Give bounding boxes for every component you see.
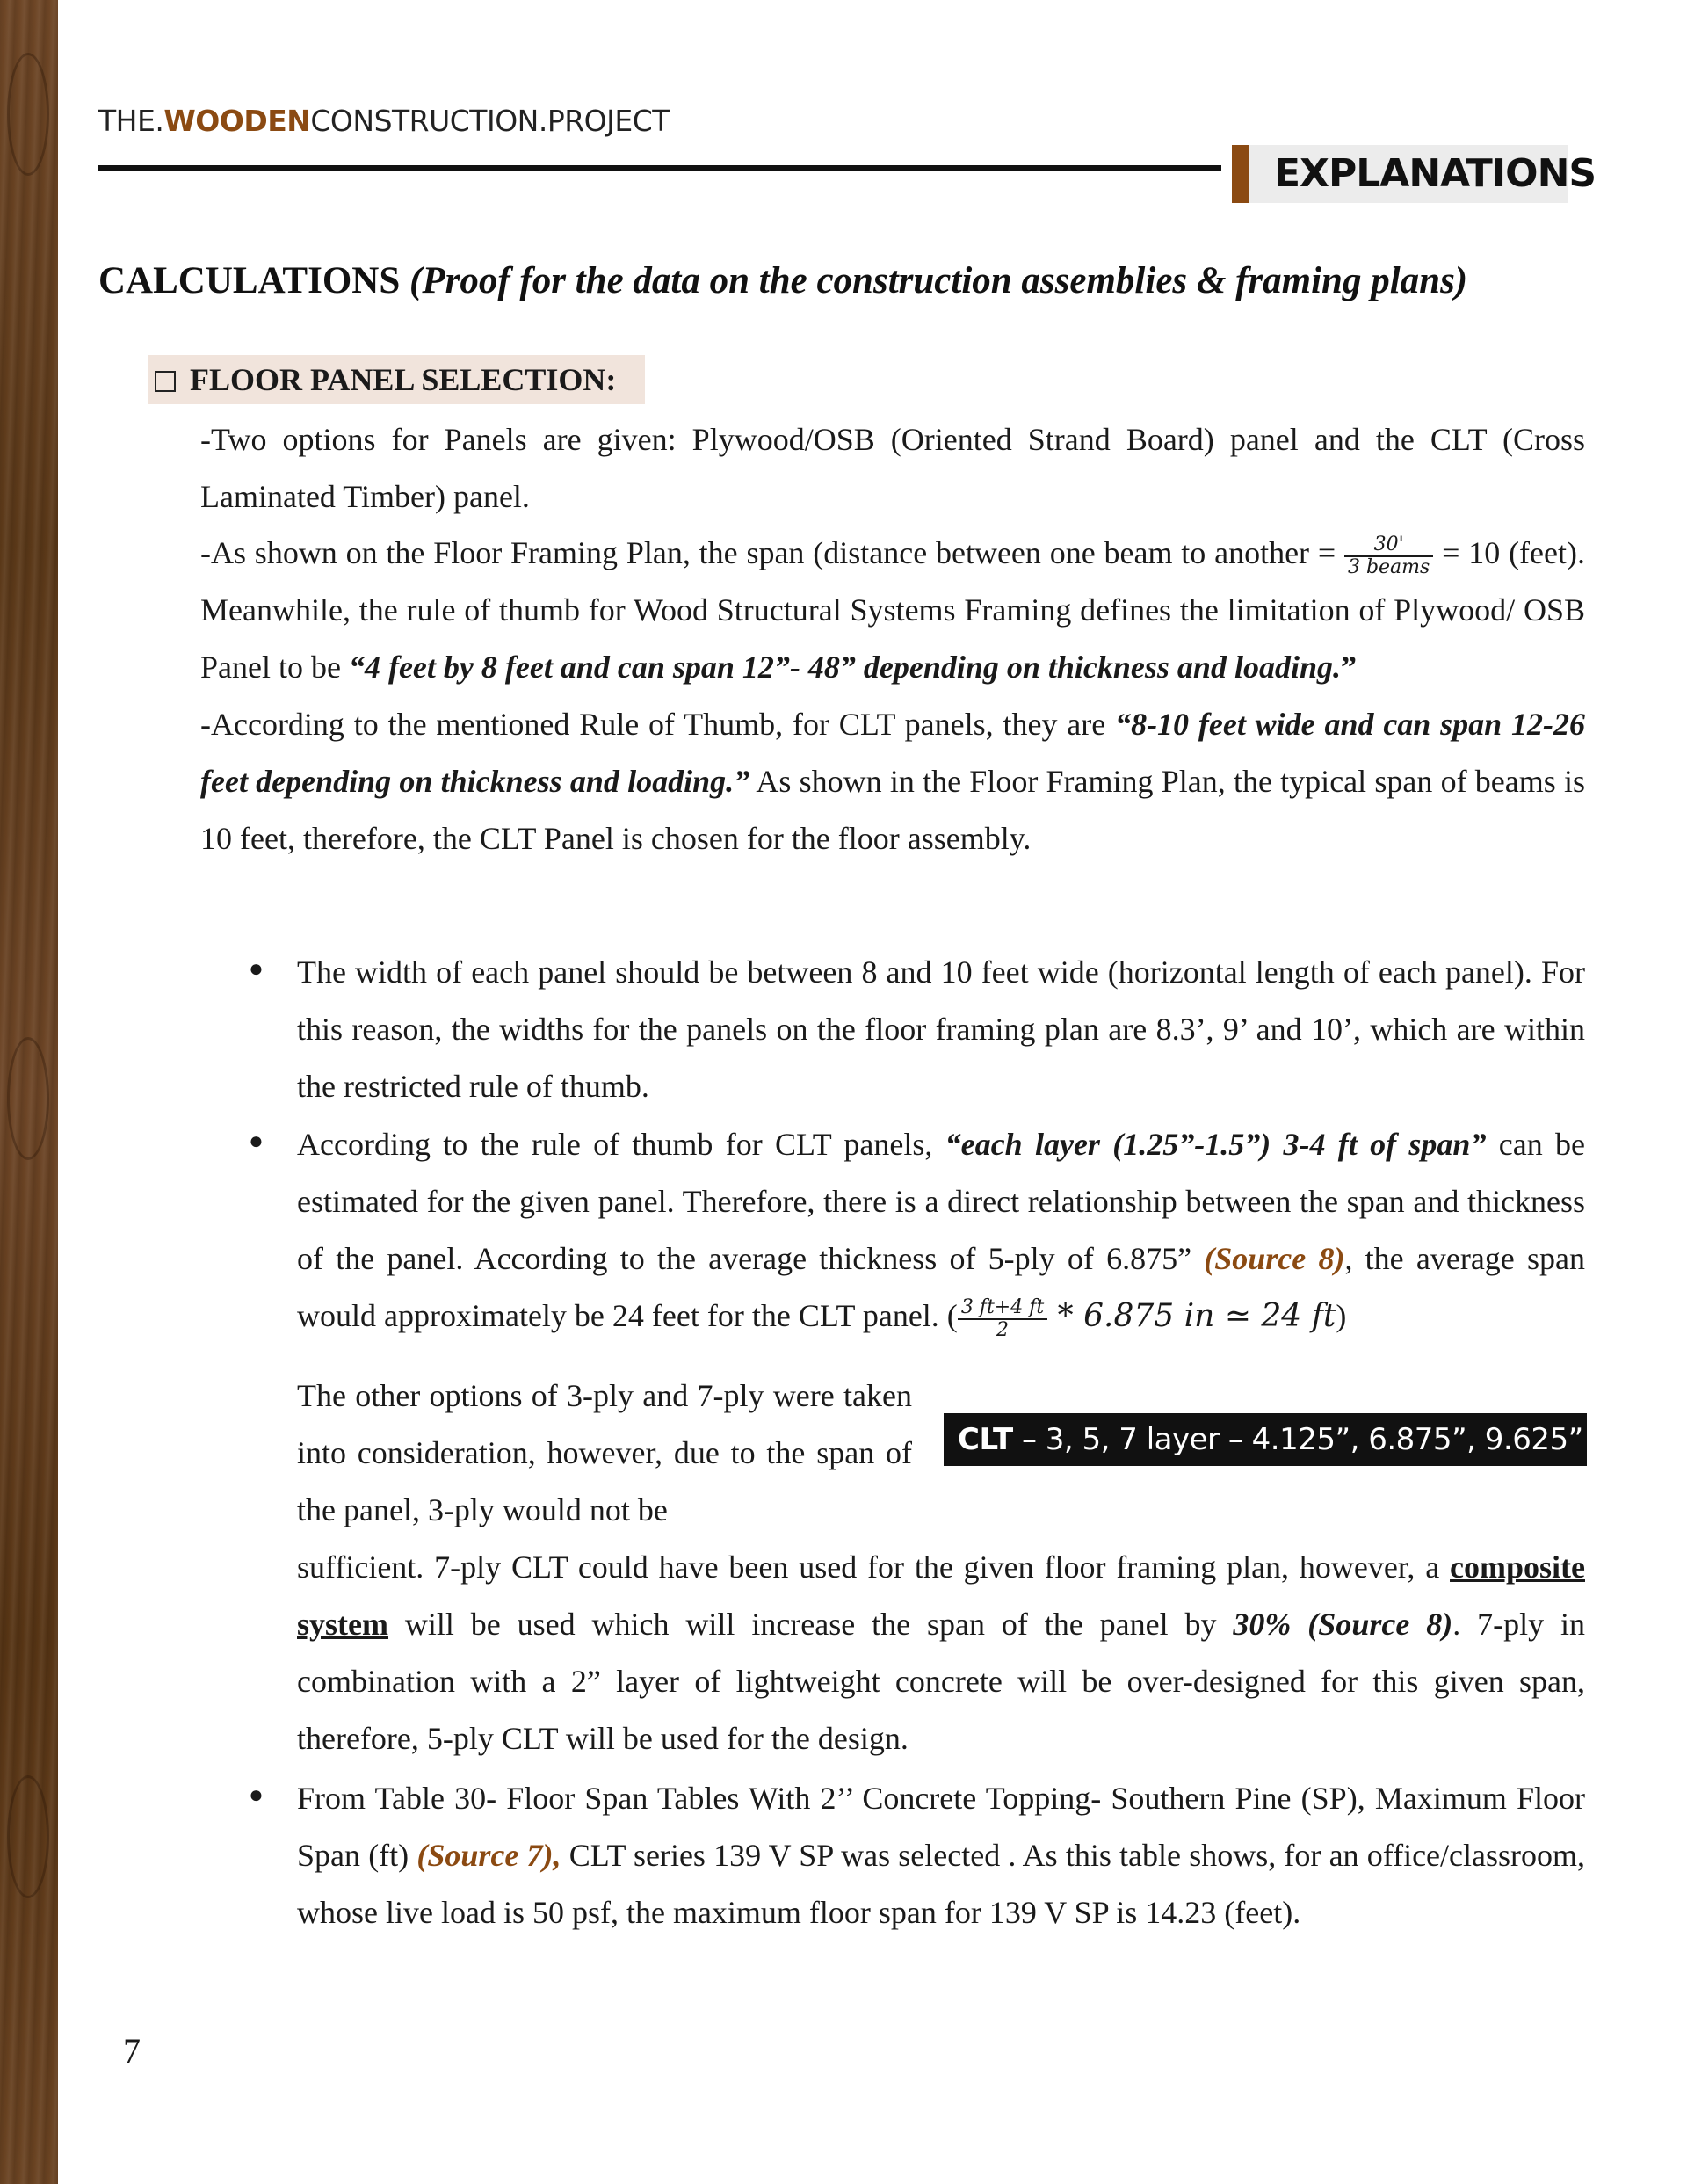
section-heading-label: FLOOR PANEL SELECTION: — [190, 362, 617, 397]
brand-prefix: THE. — [98, 104, 164, 138]
bullet-text: The width of each panel should be between 8 and 10 feet wide (horizontal length of each panel). For this reason, the widths for the panels on the floor framing plan are 8.3’, 9’ and 10’, which are within the restricted rule of thumb. — [297, 954, 1585, 1104]
bullet-text: . 7-ply in combination with a 2” layer of lightweight concrete will be over-designed for this given span, therefore, 5-ply CLT will be used for the design. — [297, 1607, 1585, 1756]
equation-close: ) — [1336, 1298, 1347, 1333]
bullet-text: will be used which will increase the span of the panel by — [387, 1607, 1234, 1642]
paragraph-text: = 10 (feet). Meanwhile, the rule of thumb for Wood Structural Systems Framing defines the limitation of Plywood/ OSB Panel to be — [200, 535, 1585, 685]
wood-grain-strip — [0, 0, 58, 2184]
paragraph-text: -According to the mentioned Rule of Thumb, for CLT panels, they are — [200, 707, 1116, 742]
clt-spec-callout — [944, 1413, 1587, 1466]
wood-knot-decoration — [7, 1037, 49, 1160]
rule-of-thumb-quote: “4 feet by 8 feet and can span 12”- 48” depending on thickness and loading. — [348, 649, 1341, 685]
page-title — [98, 259, 1467, 302]
intro-paragraphs — [200, 411, 1585, 867]
quote-close: ” — [1340, 649, 1357, 685]
page-number: 7 — [123, 2031, 141, 2071]
spec-label: CLT — [958, 1422, 1013, 1457]
section-tag: EXPLANATIONS — [1232, 145, 1568, 203]
span-fraction — [1344, 534, 1433, 578]
span-equation: * 6.875 in ≃ 24 ft — [1047, 1298, 1336, 1334]
bullet-text: From Table 30- Floor Span Tables With 2’’ Concrete Topping- Southern Pine (SP), Maximum Floor Span (ft) — [297, 1781, 1585, 1873]
composite-system-text — [297, 1539, 1585, 1767]
title-subtitle: (Proof for the data on the construction assemblies & framing plans) — [409, 260, 1468, 301]
wood-knot-decoration — [7, 53, 49, 176]
average-fraction — [958, 1297, 1047, 1341]
header-divider — [98, 165, 1221, 171]
brand-suffix: CONSTRUCTION.PROJECT — [310, 104, 670, 138]
composite-system-term: composite system — [297, 1549, 1585, 1642]
brand-header — [98, 104, 670, 138]
paragraph-text: -As shown on the Floor Framing Plan, the span (distance between one beam to another = — [200, 535, 1344, 570]
paragraph-text: As shown in the Floor Framing Plan, the typical span of beams is 10 feet, therefore, the CLT Panel is chosen for the floor assembly. — [200, 764, 1586, 856]
spec-text: – 3, 5, 7 layer – 4.125”, 6.875”, 9.625” — [1012, 1422, 1583, 1457]
paragraph-span-calculation — [200, 525, 1585, 696]
paragraph-text: -Two options for Panels are given: Plywood/OSB (Oriented Strand Board) panel and the CLT (Cross Laminated Timber) panel. — [200, 422, 1585, 514]
paragraph-clt-rule — [200, 696, 1585, 867]
brand-accent: WOODEN — [163, 104, 311, 138]
ply-options-text — [297, 1368, 912, 1539]
wood-knot-decoration — [7, 1775, 49, 1898]
paragraph-panel-options — [200, 411, 1585, 526]
bullet-text: CLT series 139 V SP was selected . As this table shows, for an office/classroom, whose live load is 50 psf, the maximum floor span for 139 V SP is 14.23 (feet). — [297, 1838, 1585, 1930]
source-reference: (Source 7), — [416, 1838, 561, 1873]
increase-percentage: 30% (Source 8) — [1233, 1607, 1453, 1642]
bullet-span-thickness — [297, 1116, 1585, 1345]
bullet-text: According to the rule of thumb for CLT panels, — [297, 1127, 945, 1162]
bullet-text: can be estimated for the given panel. Therefore, there is a direct relationship between the span and thickness of the panel. According to the average thickness of 5-ply of 6.875” — [297, 1127, 1586, 1276]
bullet-text: sufficient. 7-ply CLT could have been used for the given floor framing plan, however, a — [297, 1549, 1451, 1585]
clt-rule-quote: “8-10 feet wide and can span 12-26 feet depending on thickness and loading.” — [200, 707, 1586, 799]
fraction-numerator: 3 ft+4 ft — [958, 1297, 1047, 1320]
title-main: CALCULATIONS — [98, 260, 401, 301]
source-reference: (Source 8) — [1204, 1241, 1345, 1276]
clt-layer-quote: “each layer (1.25”-1.5”) 3-4 ft of span” — [945, 1127, 1487, 1162]
fraction-denominator: 2 — [996, 1318, 1009, 1341]
fraction-denominator: 3 beams — [1347, 555, 1430, 578]
bullet-text: , the average span would approximately be 24 feet for the CLT panel. ( — [297, 1241, 1585, 1333]
bullet-marker: ● — [249, 1128, 264, 1155]
section-heading — [148, 355, 645, 404]
bullet-panel-width — [297, 944, 1585, 1115]
fraction-numerator: 30' — [1344, 534, 1433, 557]
bullet-marker: ● — [249, 1781, 264, 1809]
bullet-text: The other options of 3-ply and 7-ply were taken into consideration, however, due to the span of the panel, 3-ply would not be — [297, 1378, 912, 1527]
bullet-marker: ● — [249, 955, 264, 983]
bullet-span-table — [297, 1770, 1585, 1941]
checkbox-icon — [155, 371, 176, 392]
